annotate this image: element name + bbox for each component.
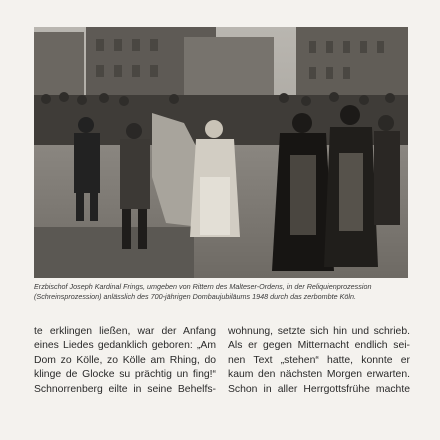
photograph-illustration: [34, 27, 408, 278]
text-line: wohnung, setzte sich hin und schrieb.: [228, 326, 410, 337]
caption-line: (Schreinsprozession) anlässlich des 700-jährigen Dombaujubiläums 1948 durch das zerbombte Köln.: [34, 292, 357, 301]
left-column: [34, 325, 216, 435]
text-line: klinge de Glocke su prächtig un fing!“: [34, 369, 216, 381]
text-line: Dom zo Kölle, zo Kölle am Rhing, do: [34, 354, 216, 366]
text-line: eines Liedes gedanklich geboren: „Am: [34, 340, 216, 352]
text-line: nen Text „stehen“ hatte, konnte er: [228, 354, 410, 366]
photo-caption: [34, 282, 410, 302]
text-line: kaum den nächsten Morgen erwarten.: [228, 369, 410, 381]
body-text: [34, 325, 410, 435]
text-line: Schnorrenberg eilte in seine Behelfs-: [34, 383, 216, 395]
caption-line: Erzbischof Joseph Kardinal Frings, umgeben von Rittern des Malteser-Ordens, in der Reliquienprozession: [34, 282, 372, 291]
text-line: Schon in aller Herrgottsfrühe machte: [228, 383, 410, 395]
text-line: Als er gegen Mitternacht endlich sei-: [228, 340, 410, 352]
right-column: [228, 325, 410, 435]
procession-photograph: [34, 27, 408, 278]
text-line: te erklingen ließen, war der Anfang: [34, 326, 216, 337]
